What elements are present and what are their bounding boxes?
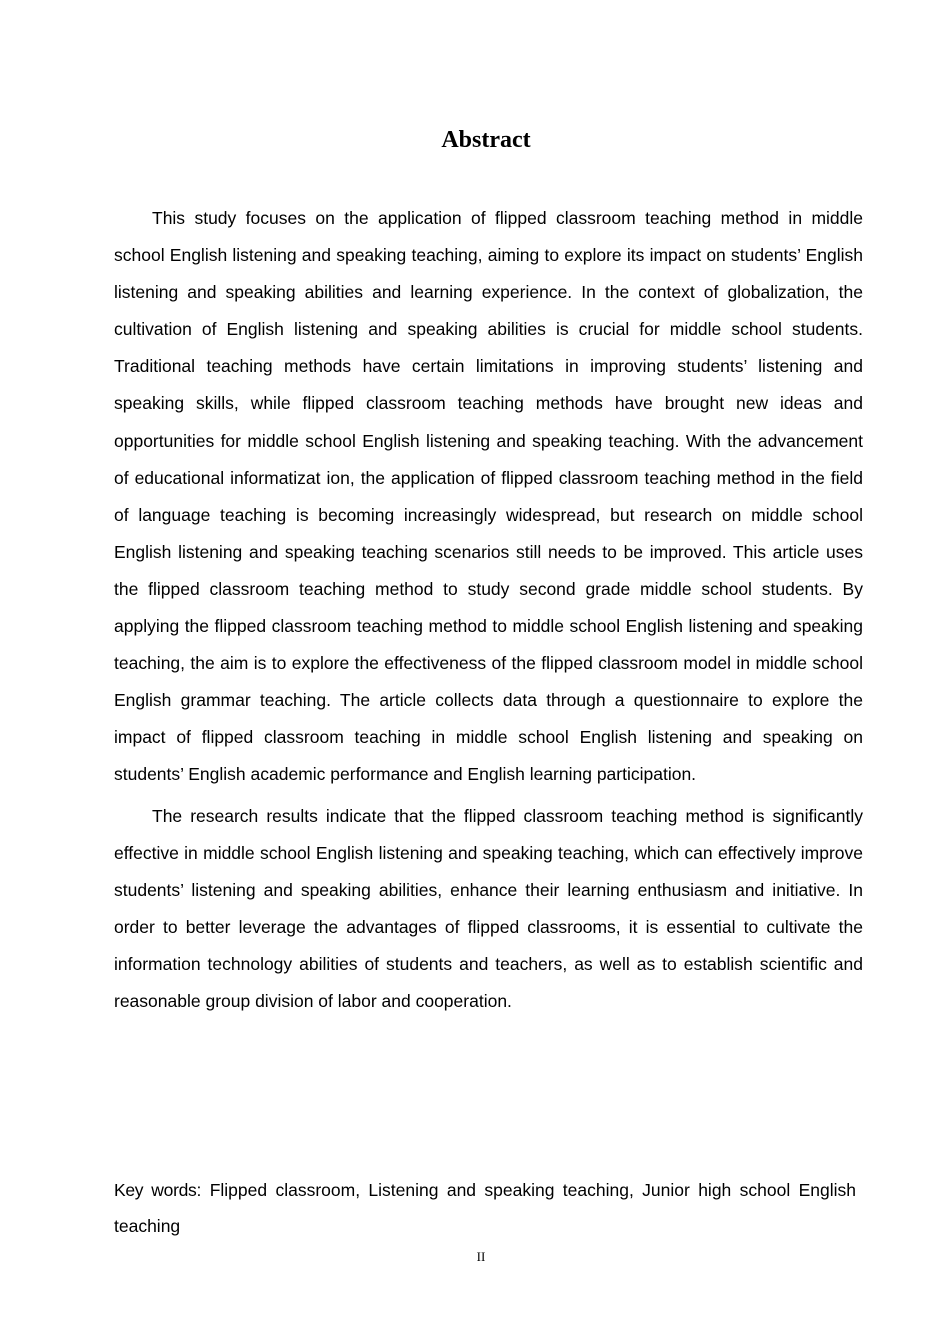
abstract-title: Abstract bbox=[441, 127, 531, 153]
abstract-paragraph-1: This study focuses on the application of flipped classroom teaching method in middle school English listening and speaking teaching, aiming to explore its impact on students’ English listening and speaking abilities and learning experience. In the context of globalization, the cultivation of English listening and speaking abilities is crucial for middle school students. Traditional teaching methods have certain limitations in improving students’ listening and speaking skills, while flipped classroom teaching methods have brought new ideas and opportunities for middle school English listening and speaking teaching. With the advancement of educational informatizat ion, the application of flipped classroom teaching method in the field of language teaching is becoming increasingly widespread, but research on middle school English listening and speaking teaching scenarios still needs to be improved. This article uses the flipped classroom teaching method to study second grade middle school students. By applying the flipped classroom teaching method to middle school English listening and speaking teaching, the aim is to explore the effectiveness of the flipped classroom model in middle school English grammar teaching. The article collects data through a questionnaire to explore the impact of flipped classroom teaching in middle school English listening and speaking on students’ English academic performance and English learning participation. bbox=[114, 208, 863, 785]
abstract-body bbox=[114, 200, 863, 1024]
keywords-text: Flipped classroom, Listening and speaking teaching, Junior high school English teaching bbox=[114, 1180, 856, 1236]
keywords-label: Key words bbox=[114, 1180, 197, 1200]
page-number: II bbox=[476, 1249, 486, 1264]
abstract-paragraph-2: The research results indicate that the flipped classroom teaching method is significantly effective in middle school English listening and speaking teaching, which can effectively improve students’ listening and speaking abilities, enhance their learning enthusiasm and initiative. In order to better leverage the advantages of flipped classrooms, it is essential to cultivate the information technology abilities of students and teachers, as well as to establish scientific and reasonable group division of labor and cooperation. bbox=[114, 805, 863, 1011]
keywords-line bbox=[114, 1172, 856, 1244]
keywords-separator: : bbox=[196, 1180, 210, 1200]
